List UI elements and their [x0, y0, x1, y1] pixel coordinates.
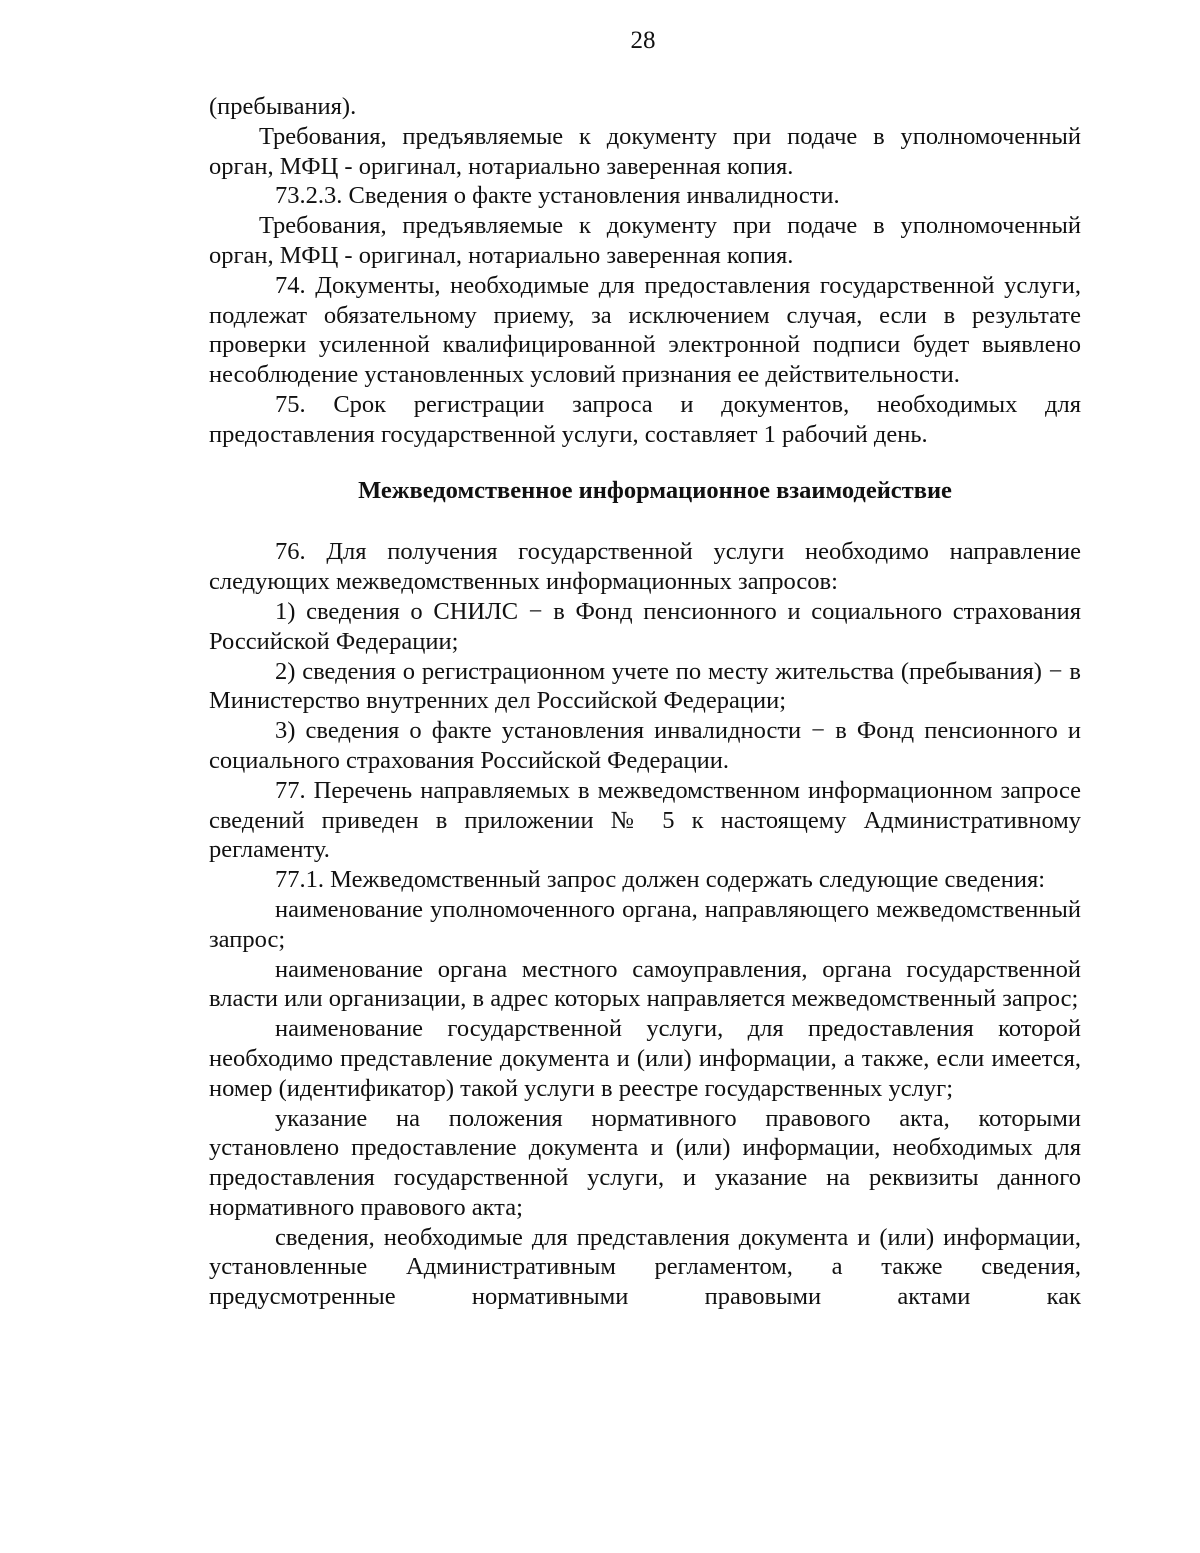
page-number: 28: [630, 27, 656, 54]
paragraph-74: 74. Документы, необходимые для предоставления государственной услуги, подлежат обязательному приему, за исключением случая, если в результате проверки усиленной квалифицированной электронной подписи будет выявлено несоблюдение установленных условий признания ее действительности.: [209, 271, 1081, 389]
list-item-1: 1) сведения о СНИЛС − в Фонд пенсионного и социального страхования Российской Федерации;: [209, 597, 1081, 655]
request-field-1: наименование уполномоченного органа, направляющего межведомственный запрос;: [209, 895, 1081, 953]
paragraph-requirements-2: Требования, предъявляемые к документу при подаче в уполномоченный орган, МФЦ - оригинал, нотариально заверенная копия.: [209, 212, 1081, 269]
paragraph-77-1: 77.1. Межведомственный запрос должен содержать следующие сведения:: [275, 866, 1046, 894]
request-field-5: сведения, необходимые для представления документа и (или) информации, установленные Административным регламентом, а также сведения, предусмотренные нормативными правовыми актами как: [209, 1223, 1081, 1311]
paragraph-75: 75. Срок регистрации запроса и документов, необходимых для предоставления государственной услуги, составляет 1 рабочий день.: [209, 390, 1081, 448]
paragraph-76: 76. Для получения государственной услуги необходимо направление следующих межведомственных информационных запросов:: [209, 538, 1081, 596]
request-field-2: наименование органа местного самоуправления, органа государственной власти или организации, в адрес которых направляется межведомственный запрос;: [209, 955, 1081, 1013]
list-item-3: 3) сведения о факте установления инвалидности − в Фонд пенсионного и социального страхования Российской Федерации.: [209, 717, 1081, 774]
document-body: [209, 92, 1081, 1312]
paragraph-continuation: (пребывания).: [209, 93, 357, 120]
paragraph-77: 77. Перечень направляемых в межведомственном информационном запросе сведений приведен в приложении № 5 к настоящему Административному регламенту.: [209, 776, 1081, 864]
list-item-2: 2) сведения о регистрационном учете по месту жительства (пребывания) − в Министерство внутренних дел Российской Федерации;: [209, 657, 1081, 715]
paragraph-requirements-1: Требования, предъявляемые к документу при подаче в уполномоченный орган, МФЦ - оригинал, нотариально заверенная копия.: [209, 122, 1081, 180]
section-heading: Межведомственное информационное взаимодействие: [358, 476, 952, 504]
request-field-4: указание на положения нормативного правового акта, которыми установлено предоставление документа и (или) информации, необходимых для предоставления государственной услуги, и указание на реквизиты данного нормативного правового акта;: [209, 1104, 1081, 1221]
paragraph-73-2-3: 73.2.3. Сведения о факте установления инвалидности.: [275, 182, 840, 210]
request-field-3: наименование государственной услуги, для предоставления которой необходимо представление документа и (или) информации, а также, если имеется, номер (идентификатор) такой услуги в реестре государственных услуг;: [209, 1015, 1081, 1102]
